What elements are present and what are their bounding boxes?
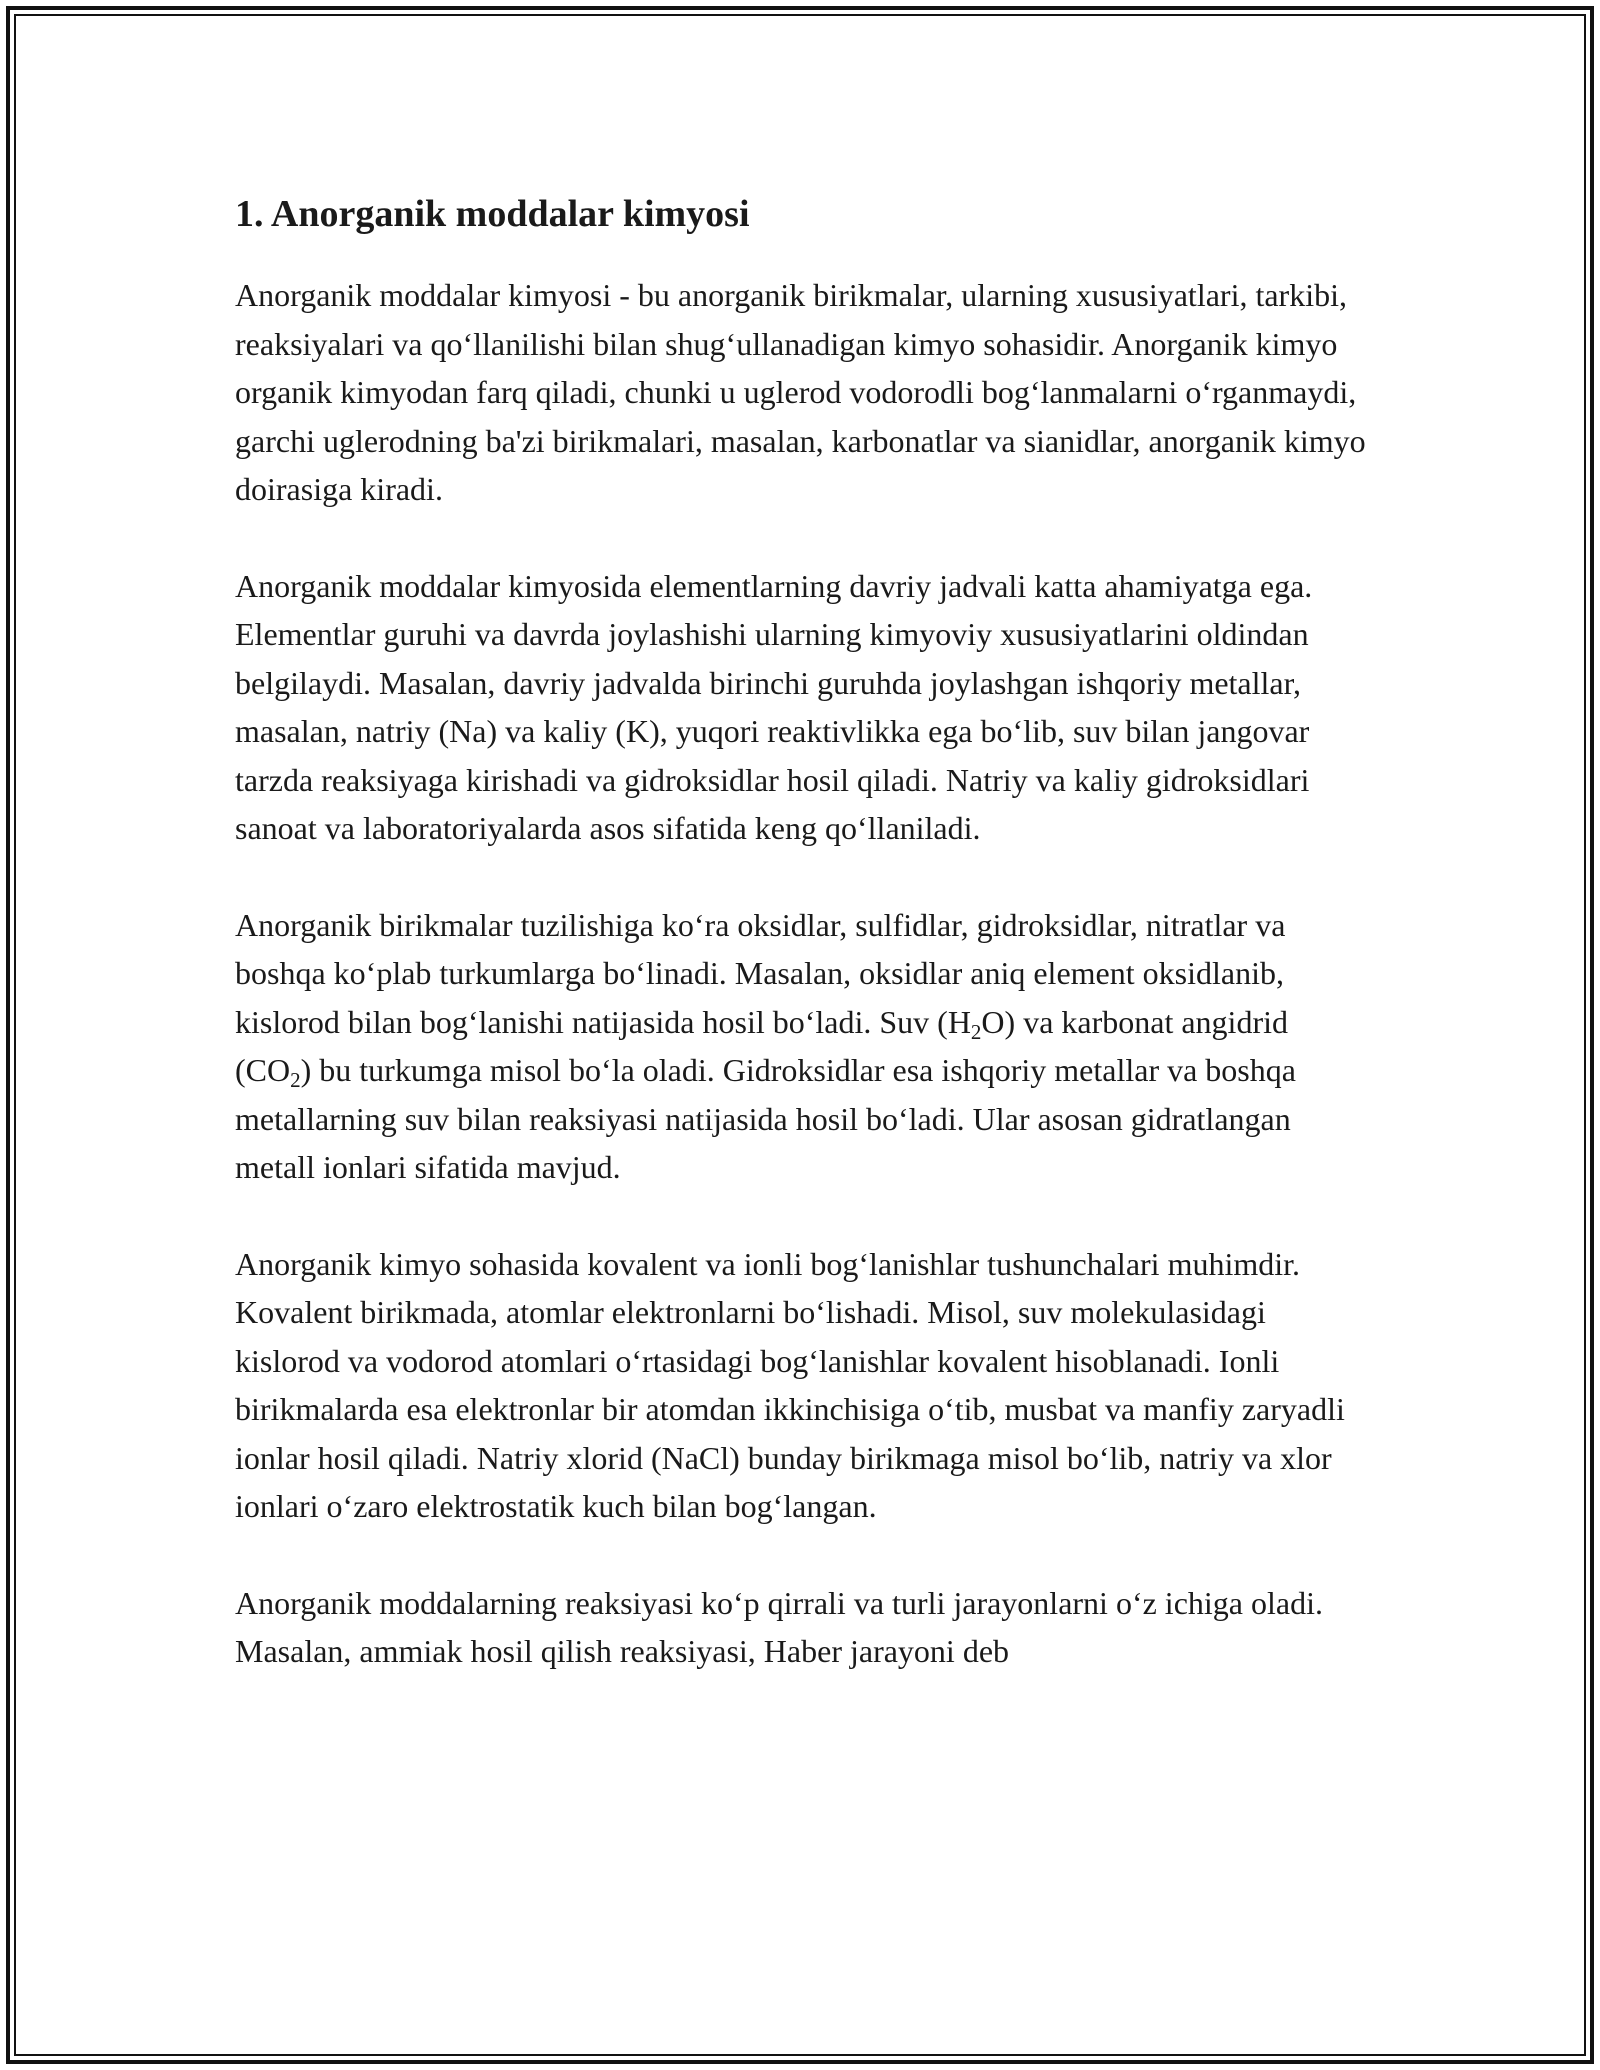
paragraph-text: ) bu turkumga misol bo‘la oladi. Gidroksidlar esa ishqoriy metallar va boshqa metallarning suv bilan reaksiyasi natijasida hosil bo‘ladi. Ular asosan gidratlangan metall ionlari sifatida mavjud.: [235, 1052, 1296, 1185]
paragraph-reactions: Anorganik moddalarning reaksiyasi ko‘p qirrali va turli jarayonlarni o‘z ichiga oladi. Masalan, ammiak hosil qilish reaksiyasi, Haber jarayoni deb: [235, 1584, 1323, 1669]
paragraph-text: Anorganik birikmalar tuzilishiga ko‘ra oksidlar, sulfidlar, gidroksidlar, nitratlar va boshqa ko‘plab turkumlarga bo‘linadi. Masalan, oksidlar aniq element oksidlanib, kislorod bilan bog‘lanishi natijasida hosil bo‘ladi. Suv (H: [235, 906, 1286, 1040]
section-heading: 1. Anorganik moddalar kimyosi: [235, 193, 750, 235]
paragraph-text: O) va karbonat angidrid (CO: [235, 1003, 1288, 1088]
paragraph-compound-classes: [235, 901, 1370, 1192]
subscript: 2: [970, 1019, 982, 1044]
paragraph-periodic-table: Anorganik moddalar kimyosida elementlarning davriy jadvali katta ahamiyatga ega. Elementlar guruhi va davrda joylashishi ularning kimyoviy xususiyatlarini oldindan belgilaydi. Masalan, davriy jadvalda birinchi guruhda joylashgan ishqoriy metallar, masalan, natriy (Na) va kaliy (K), yuqori reaktivlikka ega bo‘lib, suv bilan jangovar tarzda reaksiyaga kirishadi va gidroksidlar hosil qiladi. Natriy va kaliy gidroksidlari sanoat va laboratoriyalarda asos sifatida keng qo‘llaniladi.: [235, 567, 1313, 846]
document-body: [235, 185, 1370, 1724]
paragraph-definition: Anorganik moddalar kimyosi - bu anorganik birikmalar, ularning xususiyatlari, tarkibi, reaksiyalari va qo‘llanilishi bilan shug‘ullanadigan kimyo sohasidir. Anorganik kimyo organik kimyodan farq qiladi, chunki u uglerod vodorodli bog‘lanmalarni o‘rganmaydi, garchi uglerodning ba'zi birikmalari, masalan, karbonatlar va sianidlar, anorganik kimyo doirasiga kiradi.: [235, 277, 1366, 507]
paragraph-bonding: Anorganik kimyo sohasida kovalent va ionli bog‘lanishlar tushunchalari muhimdir. Kovalent birikmada, atomlar elektronlarni bo‘lishadi. Misol, suv molekulasidagi kislorod va vodorod atomlari o‘rtasidagi bog‘lanishlar kovalent hisoblanadi. Ionli birikmalarda esa elektronlar bir atomdan ikkinchisiga o‘tib, musbat va manfiy zaryadli ionlar hosil qiladi. Natriy xlorid (NaCl) bunday birikmaga misol bo‘lib, natriy va xlor ionlari o‘zaro elektrostatik kuch bilan bog‘langan.: [235, 1245, 1345, 1524]
subscript: 2: [290, 1068, 301, 1092]
